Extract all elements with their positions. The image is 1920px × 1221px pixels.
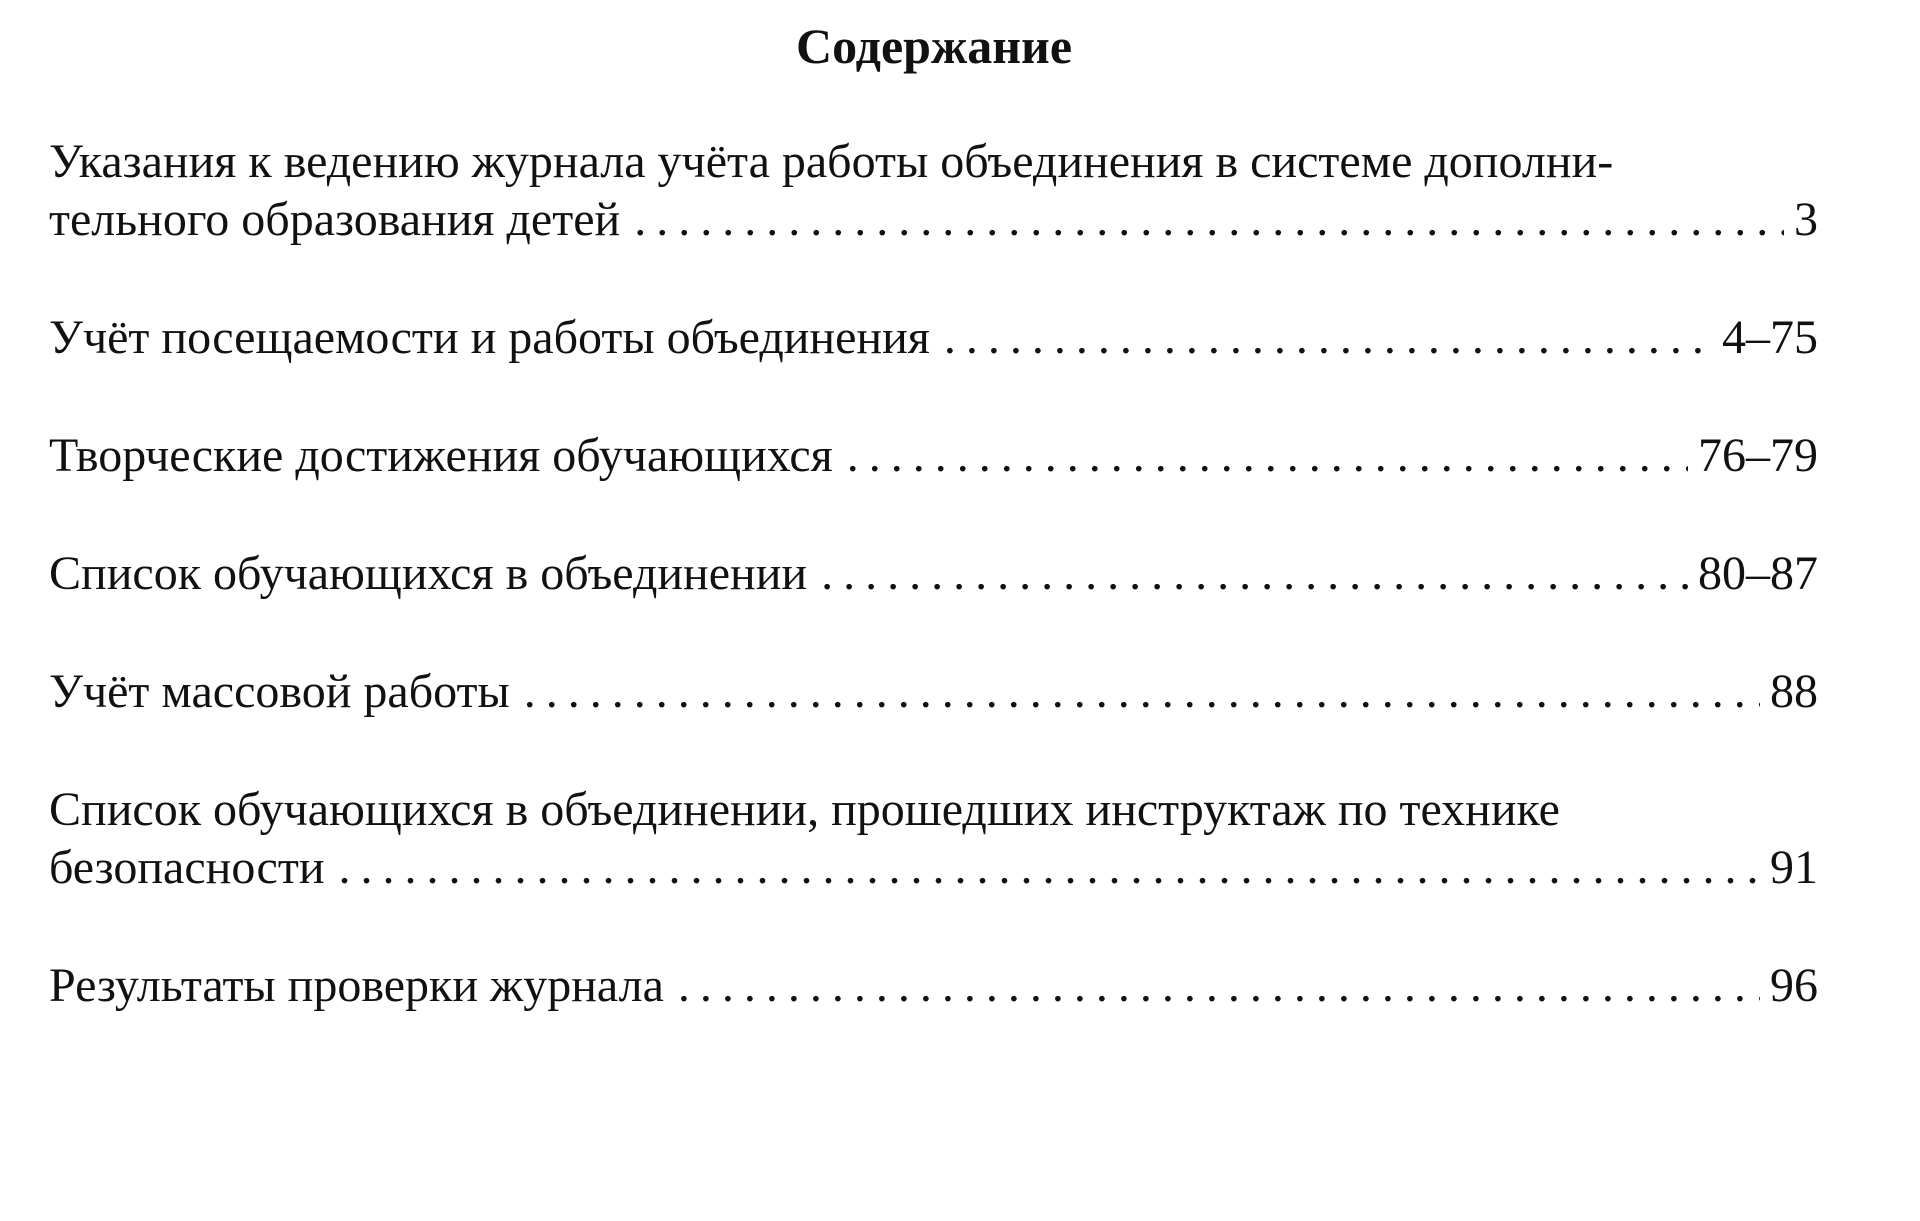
- toc-entry-text: тельного образования детей: [49, 193, 621, 246]
- toc-page-number: 3: [1794, 193, 1818, 246]
- dot-leader: [821, 545, 1688, 603]
- toc-entry-student-list: [49, 545, 1818, 603]
- toc-page-number: 96: [1770, 959, 1818, 1012]
- toc-entry-text-line1: Указания к ведению журнала учёта работы объединения в системе дополни-: [49, 135, 1614, 188]
- dot-leader: [847, 427, 1688, 485]
- dot-leader: [678, 957, 1760, 1015]
- toc-page-number: 88: [1770, 665, 1818, 718]
- dot-leader: [944, 309, 1712, 367]
- toc-entry-text-line1: Список обучающихся в объединении, прошедших инструктаж по технике: [49, 783, 1560, 836]
- toc-entry-text: Творческие достижения обучающихся: [49, 429, 833, 482]
- toc-entry-safety-briefing: [49, 781, 1818, 897]
- toc-entry-text: Список обучающихся в объединении: [49, 547, 808, 600]
- toc-entry-row: [49, 191, 1818, 249]
- toc-page-number: 4–75: [1722, 311, 1818, 364]
- toc-entry-text: Учёт посещаемости и работы объединения: [49, 311, 930, 364]
- toc-entry-mass-work: [49, 663, 1818, 721]
- table-of-contents: [49, 133, 1818, 1015]
- toc-entry-journal-check: [49, 957, 1818, 1015]
- toc-page-number: 80–87: [1698, 547, 1818, 600]
- toc-entry-text: Учёт массовой работы: [49, 665, 510, 718]
- page-title: Содержание: [795, 18, 1073, 74]
- toc-entry-instructions: [49, 133, 1818, 249]
- toc-entry-row: [49, 545, 1818, 603]
- toc-page-number: 91: [1770, 841, 1818, 894]
- dot-leader: [524, 663, 1760, 721]
- toc-entry-text: безопасности: [49, 841, 325, 894]
- toc-entry-achievements: [49, 427, 1818, 485]
- toc-entry-row: [49, 309, 1818, 367]
- toc-page-number: 76–79: [1698, 429, 1818, 482]
- toc-entry-row: [49, 427, 1818, 485]
- dot-leader: [634, 191, 1784, 249]
- toc-entry-attendance: [49, 309, 1818, 367]
- toc-entry-row: [49, 839, 1818, 897]
- toc-entry-row: [49, 957, 1818, 1015]
- toc-entry-text: Результаты проверки журнала: [49, 959, 664, 1012]
- dot-leader: [339, 839, 1760, 897]
- toc-entry-row: [49, 663, 1818, 721]
